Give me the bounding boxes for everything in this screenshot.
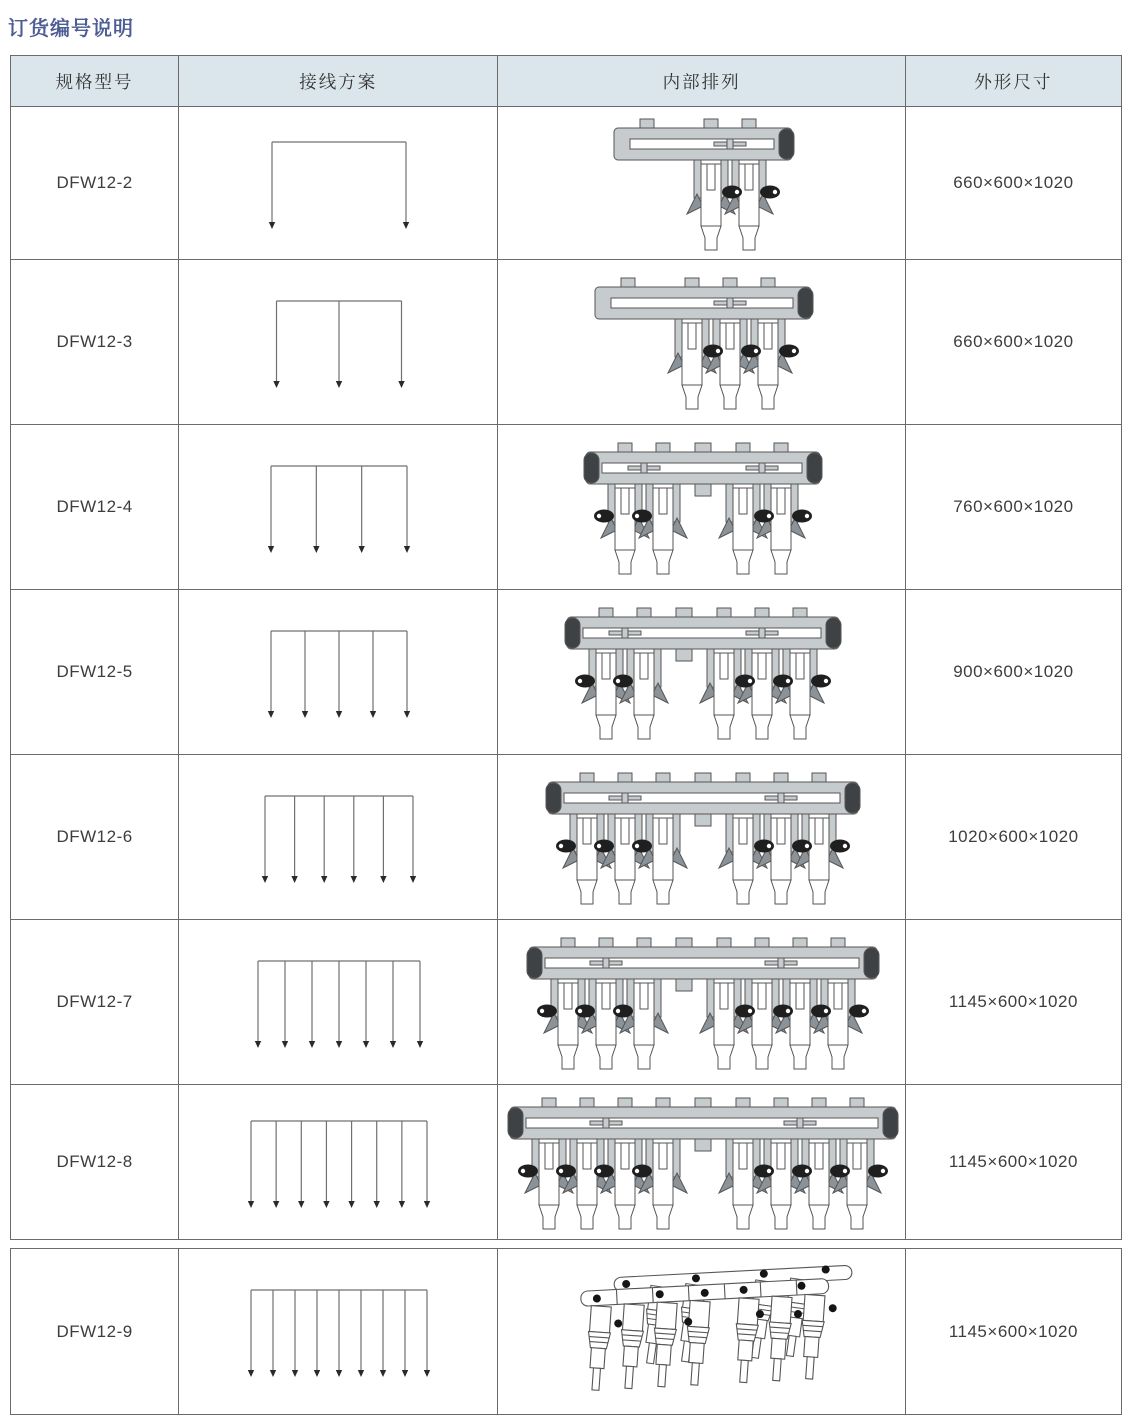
- spec-table-continued: [10, 1248, 1122, 1415]
- table-header-row: [11, 56, 1122, 107]
- arrangement-cell: [498, 425, 905, 590]
- internal-arrangement-diagram: [498, 267, 905, 417]
- dimensions-cell: 660×600×1020: [905, 107, 1121, 260]
- arrangement-cell: [498, 1249, 905, 1415]
- table-row: [11, 1249, 1122, 1415]
- wiring-cell: [179, 755, 498, 920]
- wiring-diagram: [179, 1274, 498, 1389]
- internal-arrangement-diagram: [498, 597, 905, 747]
- wiring-cell: [179, 1085, 498, 1240]
- header-model: 规格型号: [11, 56, 179, 107]
- dimensions-cell: 760×600×1020: [905, 425, 1121, 590]
- table-row: [11, 755, 1122, 920]
- internal-arrangement-diagram: [498, 762, 905, 912]
- wiring-cell: [179, 425, 498, 590]
- model-cell: DFW12-3: [11, 260, 179, 425]
- wiring-diagram: [179, 126, 498, 241]
- wiring-cell: [179, 107, 498, 260]
- model-cell: DFW12-4: [11, 425, 179, 590]
- page-title: 订货编号说明: [8, 18, 134, 40]
- spec-table: [10, 55, 1122, 1240]
- internal-arrangement-diagram: [498, 1257, 905, 1407]
- model-cell: DFW12-7: [11, 920, 179, 1085]
- wiring-cell: [179, 590, 498, 755]
- header-internal-arrangement: 内部排列: [498, 56, 905, 107]
- table-row: [11, 107, 1122, 260]
- wiring-diagram: [179, 780, 498, 895]
- table-row: [11, 425, 1122, 590]
- model-cell: DFW12-5: [11, 590, 179, 755]
- table-row: [11, 1085, 1122, 1240]
- model-cell: DFW12-8: [11, 1085, 179, 1240]
- internal-arrangement-diagram: [498, 927, 905, 1077]
- header-wiring-scheme: 接线方案: [179, 56, 498, 107]
- arrangement-cell: [498, 755, 905, 920]
- arrangement-cell: [498, 920, 905, 1085]
- wiring-diagram: [179, 1105, 498, 1220]
- table-row: [11, 260, 1122, 425]
- model-cell: DFW12-9: [11, 1249, 179, 1415]
- arrangement-cell: [498, 590, 905, 755]
- wiring-diagram: [179, 615, 498, 730]
- arrangement-cell: [498, 260, 905, 425]
- wiring-cell: [179, 1249, 498, 1415]
- internal-arrangement-diagram: [498, 432, 905, 582]
- wiring-cell: [179, 920, 498, 1085]
- dimensions-cell: 1145×600×1020: [905, 1249, 1121, 1415]
- header-dimensions: 外形尺寸: [905, 56, 1121, 107]
- internal-arrangement-diagram: [498, 108, 905, 258]
- dimensions-cell: 1145×600×1020: [905, 1085, 1121, 1240]
- internal-arrangement-diagram: [498, 1087, 905, 1237]
- wiring-diagram: [179, 285, 498, 400]
- arrangement-cell: [498, 1085, 905, 1240]
- table-row: [11, 590, 1122, 755]
- wiring-diagram: [179, 945, 498, 1060]
- dimensions-cell: 900×600×1020: [905, 590, 1121, 755]
- arrangement-cell: [498, 107, 905, 260]
- model-cell: DFW12-2: [11, 107, 179, 260]
- wiring-diagram: [179, 450, 498, 565]
- model-cell: DFW12-6: [11, 755, 179, 920]
- dimensions-cell: 660×600×1020: [905, 260, 1121, 425]
- dimensions-cell: 1145×600×1020: [905, 920, 1121, 1085]
- dimensions-cell: 1020×600×1020: [905, 755, 1121, 920]
- table-row: [11, 920, 1122, 1085]
- wiring-cell: [179, 260, 498, 425]
